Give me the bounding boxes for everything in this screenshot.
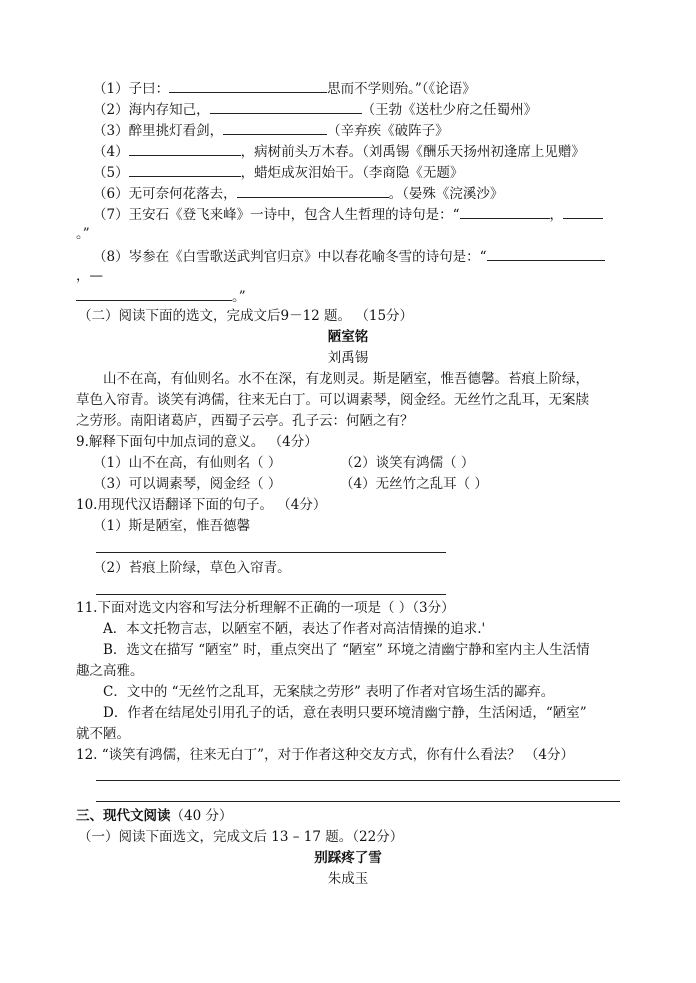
q12-stem: 12. “谈笑有鸿儒，往来无白丁”，对于作者这种交友方式，你有什么看法？ （4分） bbox=[76, 747, 574, 763]
q9-d: （4）无丝竹之乱耳（ ） bbox=[340, 476, 488, 492]
answer-line[interactable] bbox=[96, 594, 446, 595]
q11-option-c: C．文中的 “无丝竹之乱耳，无案牍之劳形” 表明了作者对官场生活的鄙弃。 bbox=[103, 684, 555, 700]
fill-q6: （6）无可奈何花落去， 。（晏殊《浣溪沙》 bbox=[93, 183, 503, 204]
answer-blank[interactable] bbox=[210, 99, 362, 114]
fill-q8-end-line: 。” bbox=[76, 286, 246, 307]
poem-para-line: 之劳形。南阳诸葛庐，西蜀子云亭。孔子云：何陋之有？ bbox=[76, 413, 414, 429]
answer-blank[interactable] bbox=[563, 204, 603, 219]
section3-sub: （一）阅读下面选文，完成文后 13 – 17 题。（22分） bbox=[78, 829, 404, 845]
fill-q7: （7）王安石《登飞来峰》一诗中，包含人生哲理的诗句是：“ ， bbox=[93, 204, 603, 225]
answer-line[interactable] bbox=[96, 780, 620, 781]
fill-q8-cont: ，— bbox=[76, 268, 103, 284]
q11-option-b: B．选文在描写 “陋室” 时，重点突出了 “陋室” 环境之清幽宁静和室内主人生活情 bbox=[103, 642, 590, 658]
answer-blank[interactable] bbox=[169, 78, 327, 93]
poem-para-line: 草色入帘青。谈笑有鸿儒，往来无白丁。可以调素琴，阅金经。无丝竹之乱耳，无案牍 bbox=[76, 392, 589, 408]
section2-heading: （二）阅读下面的选文，完成文后9－12 题。 （15分） bbox=[78, 308, 414, 324]
q11-option-b-cont: 趣之高雅。 bbox=[76, 663, 144, 679]
q9-a: （1）山不在高，有仙则名（ ） bbox=[93, 455, 282, 471]
poem-author: 刘禹锡 bbox=[327, 350, 369, 366]
fill-q2: （2）海内存知己， （王勃《送杜少府之任蜀州》 bbox=[93, 99, 537, 120]
fill-q8: （8）岑参在《白雪歌送武判官归京》中以春花喻冬雪的诗句是：“ bbox=[93, 246, 605, 267]
essay-title: 别踩疼了雪 bbox=[314, 850, 382, 866]
poem-para-line: 山不在高，有仙则名。水不在深，有龙则灵。斯是陋室，惟吾德馨。苔痕上阶绿， bbox=[103, 371, 589, 387]
q10-stem: 10.用现代汉语翻译下面的句子。 （4分） bbox=[76, 497, 327, 513]
answer-blank[interactable] bbox=[237, 183, 389, 198]
answer-blank[interactable] bbox=[223, 120, 327, 135]
essay-author: 朱成玉 bbox=[327, 871, 369, 887]
section3-heading: 三、现代文阅读（40 分） bbox=[76, 808, 233, 824]
q11-option-d: D．作者在结尾处引用孔子的话，意在表明只要环境清幽宁静，生活闲适，“陋室” bbox=[103, 705, 587, 721]
q9-stem: 9.解释下面句中加点词的意义。 （4分） bbox=[76, 434, 318, 450]
fill-q7-end: 。” bbox=[76, 226, 90, 242]
answer-blank[interactable] bbox=[129, 141, 241, 156]
answer-line[interactable] bbox=[96, 552, 446, 553]
answer-line[interactable] bbox=[96, 801, 620, 802]
fill-q4: （4） ，病树前头万木春。（刘禹锡《酬乐天扬州初逢席上见赠》 bbox=[93, 141, 585, 162]
fill-q3: （3）醉里挑灯看剑， （辛弃疾《破阵子》 bbox=[93, 120, 449, 141]
answer-blank[interactable] bbox=[129, 162, 241, 177]
q11-stem: 11.下面对选文内容和写法分析理解不正确的一项是（ ）（3分） bbox=[76, 600, 455, 616]
q9-c: （3）可以调素琴，阅金经（ ） bbox=[93, 476, 282, 492]
answer-blank[interactable] bbox=[460, 204, 550, 219]
q11-option-d-cont: 就不陋。 bbox=[76, 726, 130, 742]
answer-blank[interactable] bbox=[487, 246, 605, 261]
q11-option-a: A．本文托物言志，以陋室不陋，表达了作者对高洁情操的追求.' bbox=[103, 621, 486, 637]
fill-q5: （5） ，蜡炬成灰泪始干。（李商隐《无题》 bbox=[93, 162, 463, 183]
fill-q1: （1）子曰： 思而不学则殆。”（《论语》 bbox=[93, 78, 476, 99]
q10-b: （2）苔痕上阶绿，草色入帘青。 bbox=[93, 560, 291, 576]
answer-blank[interactable] bbox=[76, 286, 232, 301]
poem-title: 陋室铭 bbox=[327, 329, 369, 345]
q9-b: （2）谈笑有鸿儒（ ） bbox=[340, 455, 475, 471]
q10-a: （1）斯是陋室，惟吾德馨 bbox=[93, 518, 251, 534]
